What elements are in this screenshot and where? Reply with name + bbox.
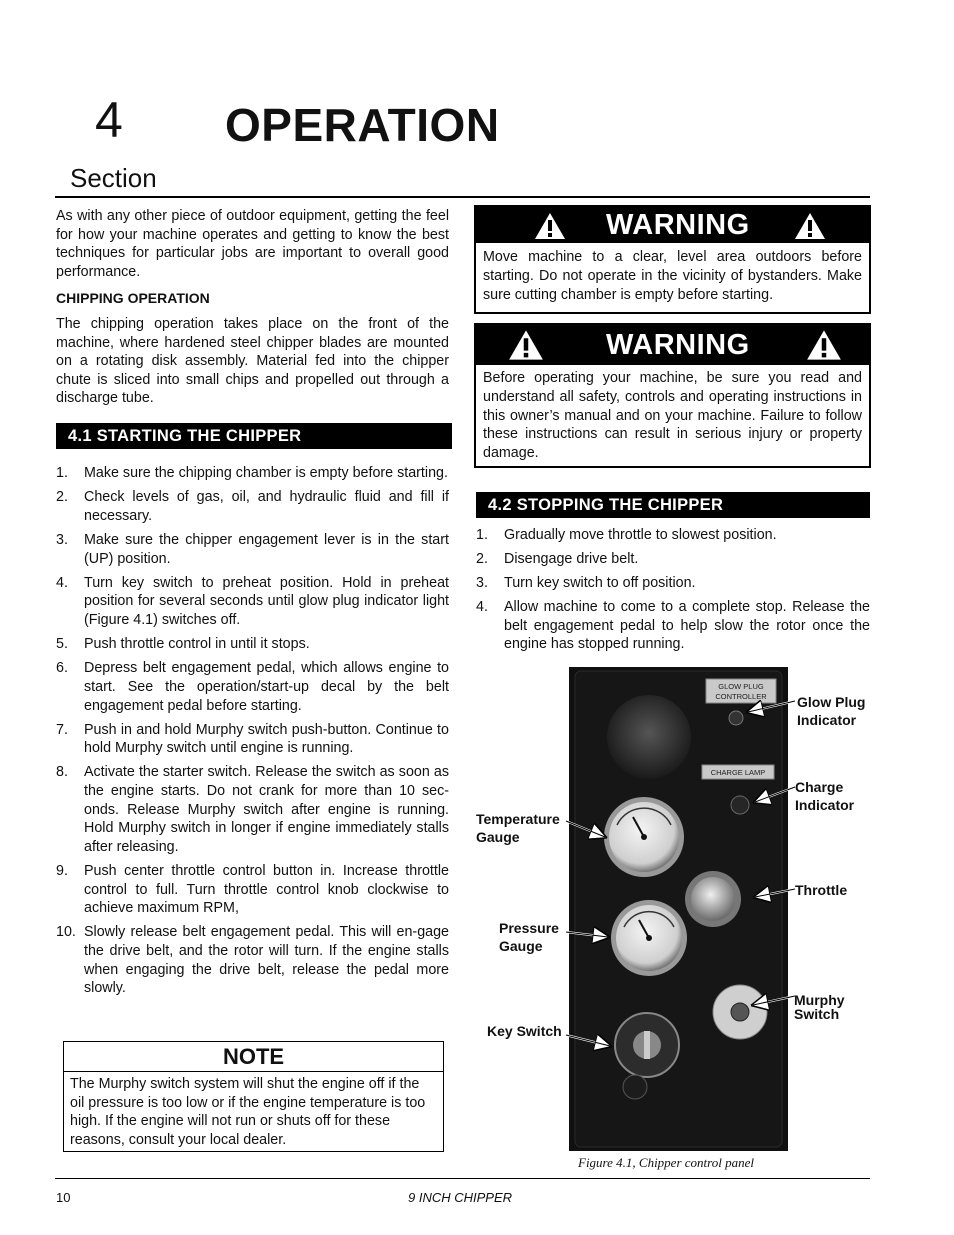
step-number: 4. [56,574,68,591]
charge-lamp-plate-text: CHARGE LAMP [710,768,766,777]
label-murphy-switch: Murphy Switch [794,992,845,1022]
section-label: Section [70,163,157,193]
step-number: 3. [476,574,488,591]
label-glow-plug-indicator: Glow Plug Indicator [797,694,866,728]
step-text: Turn key switch to preheat position. Hold in preheat position for several seconds until glow plug indicator light (Figure 4.1) switches off. [84,574,449,628]
list-item [56,531,449,568]
glow-plug-plate-text-1: GLOW PLUG [718,682,764,691]
step-text: Push in and hold Murphy switch push-button. Continue to hold Murphy switch until engine is running. [84,721,449,757]
warning-title: WARNING [606,209,750,241]
note-text: The Murphy switch system will shut the engine off if the oil pressure is too low or if the engine temperature is too high. If the engine will not run or shuts off for these reasons, consult your local dealer. [70,1076,426,1148]
list-item [56,862,449,918]
step-text: Make sure the chipping chamber is empty before starting. [84,465,448,481]
label-temperature-gauge: Temperature Gauge [476,811,560,845]
warning-text: Move machine to a clear, level area outdoors before starting. Do not operate in the vicinity of bystanders. Make sure cutting chamber is empty before starting. [483,249,862,303]
list-item [56,721,449,758]
stopping-steps-list [476,526,870,659]
step-text: Disengage drive belt. [504,550,639,567]
section-heading-starting: 4.1 STARTING THE CHIPPER [56,423,452,449]
step-text: Turn key switch to off position. [504,574,696,591]
step-text: Push center throttle control button in. Increase throttle control to full. Turn throttle control knob clockwise to achieve maximum RPM, [84,863,449,917]
starting-steps-list [56,464,449,1003]
warning-title: WARNING [606,329,750,361]
step-number: 10. [56,924,76,941]
list-item [476,526,870,545]
warning-box [474,323,871,468]
list-item [476,574,870,593]
step-number: 1. [476,527,488,543]
footer-title: 9 INCH CHIPPER [408,1190,513,1205]
footer-rule [55,1178,870,1179]
list-item [476,550,870,569]
list-item [56,464,449,483]
chapter-number: 4 [95,92,123,148]
step-number: 3. [56,531,68,548]
header-rule [55,196,870,198]
step-number: 2. [476,550,488,567]
list-item [56,659,449,715]
figure-leader-arrows [470,660,880,1080]
label-pressure-gauge: Pressure Gauge [499,920,559,954]
step-text: Push throttle control in until it stops. [84,636,310,653]
step-number: 2. [56,489,68,506]
step-text: Gradually move throttle to slowest position. [504,527,777,543]
step-number: 1. [56,465,68,481]
list-item [56,574,449,630]
intro-paragraph: As with any other piece of outdoor equipment, getting the feel for how your machine operates and getting to know the best techniques for particular jobs are important to overall good performance. [56,208,449,280]
note-title: NOTE [64,1042,443,1072]
warning-triangle-icon [508,329,544,361]
step-text: Depress belt engagement pedal, which allows engine to start. See the operation/start-up decal by the belt engagement pedal before starting. [84,660,449,714]
step-text: Slowly release belt engagement pedal. This will en-gage the drive belt, and the rotor will turn. If the engine stalls when engaging the drive belt, release the pedal more slowly. [84,924,449,997]
figure-caption: Figure 4.1, Chipper control panel [578,1155,754,1170]
chipping-operation-heading: CHIPPING OPERATION [56,290,210,306]
step-number: 9. [56,863,68,880]
warning-triangle-icon [534,212,566,240]
label-throttle: Throttle [795,882,848,898]
warning-triangle-icon [806,329,842,361]
warning-triangle-icon [794,212,826,240]
glow-plug-plate-text-2: CONTROLLER [715,692,767,701]
chipping-paragraph: The chipping operation takes place on the front of the machine, where hardened steel chipper blades are mounted on a rotating disk assembly. Material fed into the chipper chute is sliced into small chips and propelled out through a discharge tube. [56,316,449,407]
step-number: 4. [476,598,488,615]
warning-header [476,207,869,243]
warning-header [476,325,869,365]
step-text: Activate the starter switch. Release the switch as soon as the engine starts. Do not crank for more than 10 sec-onds. Release Murphy switch after engine is running. Hold Murphy switch in longer if engine immediately stalls after releasing. [84,764,449,855]
step-text: Make sure the chipper engagement lever is in the start (UP) position. [84,531,449,567]
note-box [63,1041,444,1152]
page-number: 10 [56,1190,71,1205]
list-item [56,635,449,654]
list-item [476,598,870,654]
warning-text: Before operating your machine, be sure you read and understand all safety, controls and operating instructions in this owner’s manual and on your machine. Failure to follow these instructions can result in serious injury or property damage. [483,370,862,462]
step-number: 7. [56,721,68,738]
label-charge-indicator: Charge Indicator [795,779,855,813]
chapter-title: OPERATION [225,99,500,151]
step-text: Check levels of gas, oil, and hydraulic fluid and fill if necessary. [84,489,449,524]
step-number: 6. [56,660,68,677]
section-heading-stopping: 4.2 STOPPING THE CHIPPER [476,492,870,518]
label-key-switch: Key Switch [487,1023,562,1039]
list-item [56,488,449,525]
step-text: Allow machine to come to a complete stop. Release the belt engagement pedal to help slow the rotor once the engine has stopped running. [504,598,870,653]
step-number: 8. [56,764,68,781]
list-item [56,923,449,997]
list-item [56,763,449,856]
warning-box [474,205,871,314]
step-number: 5. [56,636,68,653]
